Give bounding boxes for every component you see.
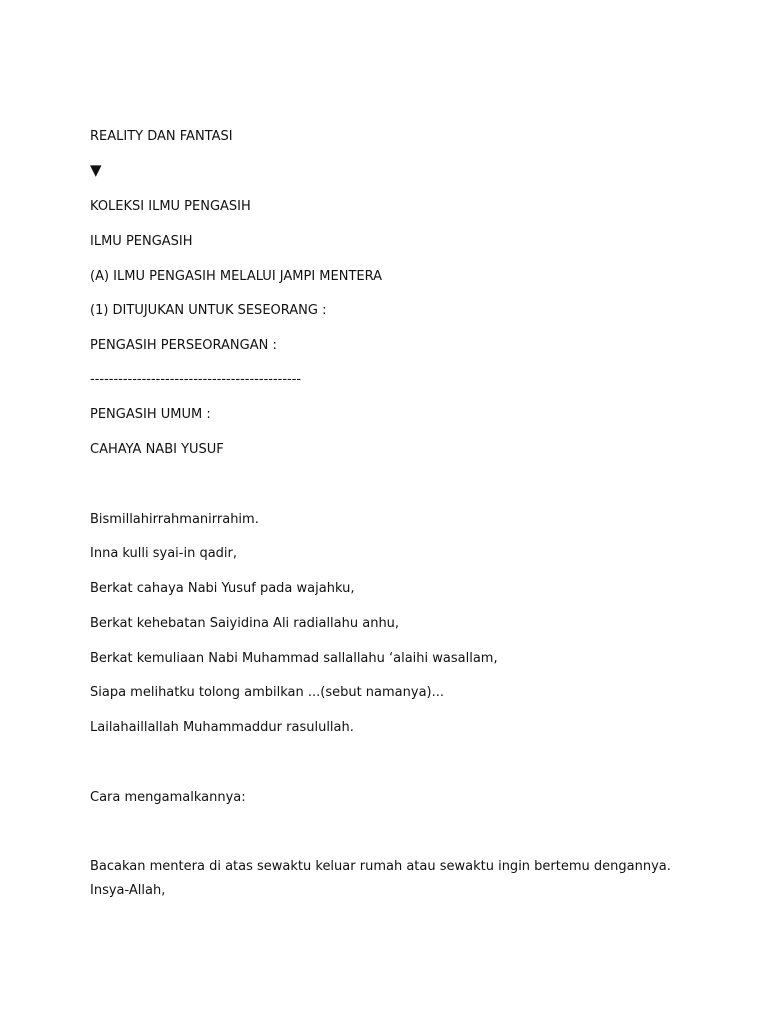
- text-line: CAHAYA NABI YUSUF: [90, 442, 224, 457]
- text-line: ILMU PENGASIH: [90, 234, 193, 249]
- text-line: Inna kulli syai-in qadir,: [90, 546, 238, 561]
- text-line: Berkat cahaya Nabi Yusuf pada wajahku,: [90, 581, 355, 596]
- text-line: Berkat kehebatan Saiyidina Ali radiallahu anhu,: [90, 616, 400, 631]
- text-line: Cara mengamalkannya:: [90, 790, 246, 805]
- document-title: REALITY DAN FANTASI: [90, 129, 233, 144]
- text-line: Siapa melihatku tolong ambilkan ...(sebut namanya)...: [90, 685, 445, 700]
- dropdown-arrow-icon: ▼: [90, 161, 102, 179]
- separator-line: ---------------------------------------------: [90, 372, 302, 387]
- text-line: (A) ILMU PENGASIH MELALUI JAMPI MENTERA: [90, 269, 383, 284]
- text-line: Bismillahirrahmanirrahim.: [90, 512, 259, 527]
- text-line: Lailahaillallah Muhammaddur rasulullah.: [90, 720, 354, 735]
- text-line: KOLEKSI ILMU PENGASIH: [90, 199, 251, 214]
- text-line: (1) DITUJUKAN UNTUK SESEORANG :: [90, 303, 327, 318]
- text-line: PENGASIH UMUM :: [90, 407, 211, 422]
- text-line: Berkat kemuliaan Nabi Muhammad sallallahu ‘alaihi wasallam,: [90, 651, 498, 666]
- closing-paragraph: Bacakan mentera di atas sewaktu keluar rumah atau sewaktu ingin bertemu dengannya. Insya-Allah,: [90, 859, 671, 898]
- text-line: PENGASIH PERSEORANGAN :: [90, 338, 277, 353]
